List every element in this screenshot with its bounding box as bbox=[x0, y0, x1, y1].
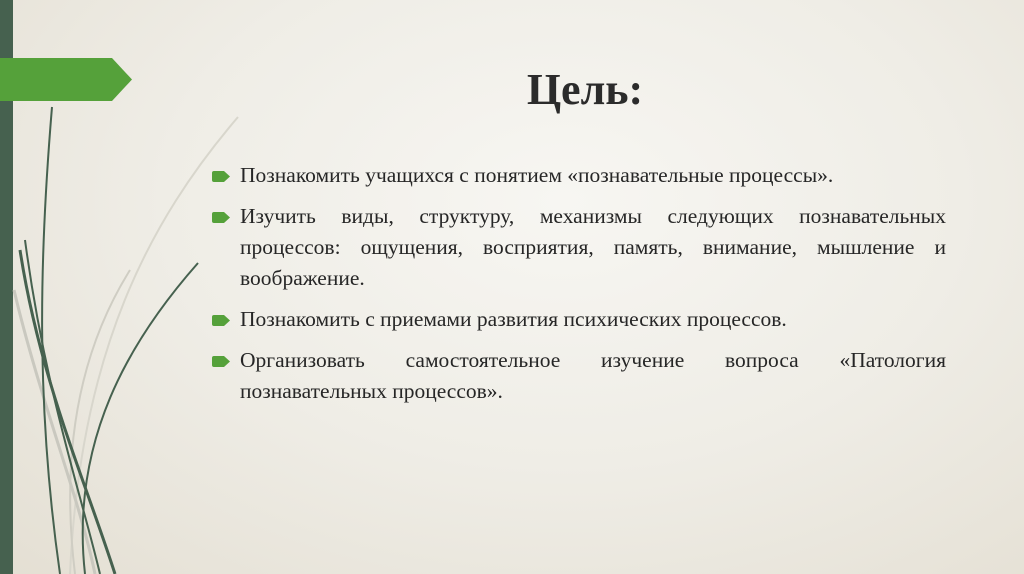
list-item bbox=[212, 160, 946, 191]
list-item bbox=[212, 345, 946, 407]
arrow-bullet-icon bbox=[212, 356, 230, 367]
curve bbox=[25, 240, 100, 574]
curve bbox=[42, 107, 60, 574]
list-item-text: Изучить виды, структуру, механизмы следующих познавательных процессов: ощущения, восприятия, память, внимание, мышление и воображение. bbox=[240, 204, 946, 290]
list-item-text: Познакомить учащихся с понятием «познавательные процессы». bbox=[240, 163, 834, 187]
list-item-text: Познакомить с приемами развития психических процессов. bbox=[240, 307, 787, 331]
arrow-bullet-icon bbox=[212, 171, 230, 182]
title-arrow-banner bbox=[0, 58, 132, 101]
slide-title: Цель: bbox=[526, 65, 644, 114]
list-item-text: Организовать самостоятельное изучение вопроса «Патология познавательных процессов». bbox=[240, 348, 946, 403]
bullet-list bbox=[212, 160, 946, 417]
list-item bbox=[212, 304, 946, 335]
list-item bbox=[212, 201, 946, 294]
arrow-bullet-icon bbox=[212, 315, 230, 326]
arrow-bullet-icon bbox=[212, 212, 230, 223]
